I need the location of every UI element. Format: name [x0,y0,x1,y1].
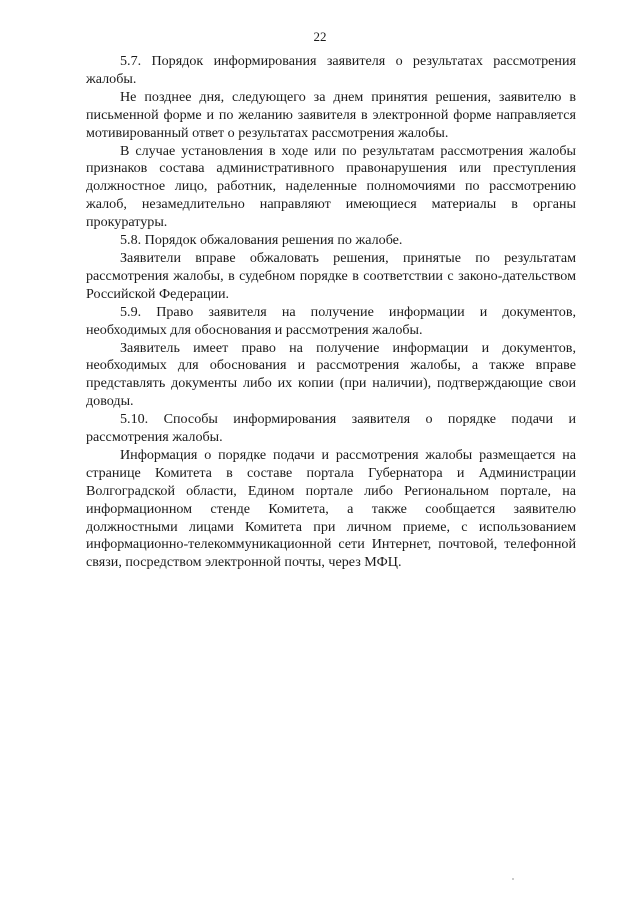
section-heading-5-8: 5.8. Порядок обжалования решения по жалобе. [120,232,403,249]
paragraph-judicial-appeal: Заявители вправе обжаловать решения, принятые по результатам рассмотрения жалобы, в судебном порядке в соответствии с законо-дательством Российской Федерации. [86,249,576,302]
scan-speck [512,878,514,880]
section-heading-5-10: 5.10. Способы информирования заявителя о порядке подачи и рассмотрения жалобы. [86,411,576,446]
document-body [86,53,576,572]
paragraph-right-to-information: Заявитель имеет право на получение информации и документов, необходимых для обоснования и рассмотрения жалобы, а также вправе представлять документы либо их копии (при наличии), подтверждающие свои доводы. [86,339,576,410]
paragraph-prosecution-referral: В случае установления в ходе или по результатам рассмотрения жалобы признаков состава административного правонарушения или преступления должностное лицо, работник, наделенные полномочиями по рассмотрению жалоб, незамедлительно направляют имеющиеся материалы в органы прокуратуры. [86,142,576,231]
section-heading-5-7: 5.7. Порядок информирования заявителя о результатах рассмотрения жалобы. [86,53,576,87]
section-heading-5-9: 5.9. Право заявителя на получение информации и документов, необходимых для обоснования и рассмотрения жалобы. [86,303,576,338]
paragraph-response-deadline: Не позднее дня, следующего за днем принятия решения, заявителю в письменной форме и по желанию заявителя в электронной форме направляется мотивированный ответ о результатах рассмотрения жалобы. [86,88,576,141]
page-number: 22 [313,29,327,44]
paragraph-information-channels: Информация о порядке подачи и рассмотрения жалобы размещается на странице Комитета в составе портала Губернатора и Администрации Волгоградской области, Едином портале либо Региональном портале, на информационном стенде Комитета, а также сообщается заявителю должностными лицами Комитета при личном приеме, с использованием информационно-телекоммуникационной сети Интернет, почтовой, телефонной связи, посредством электронной почты, через МФЦ. [86,446,576,571]
